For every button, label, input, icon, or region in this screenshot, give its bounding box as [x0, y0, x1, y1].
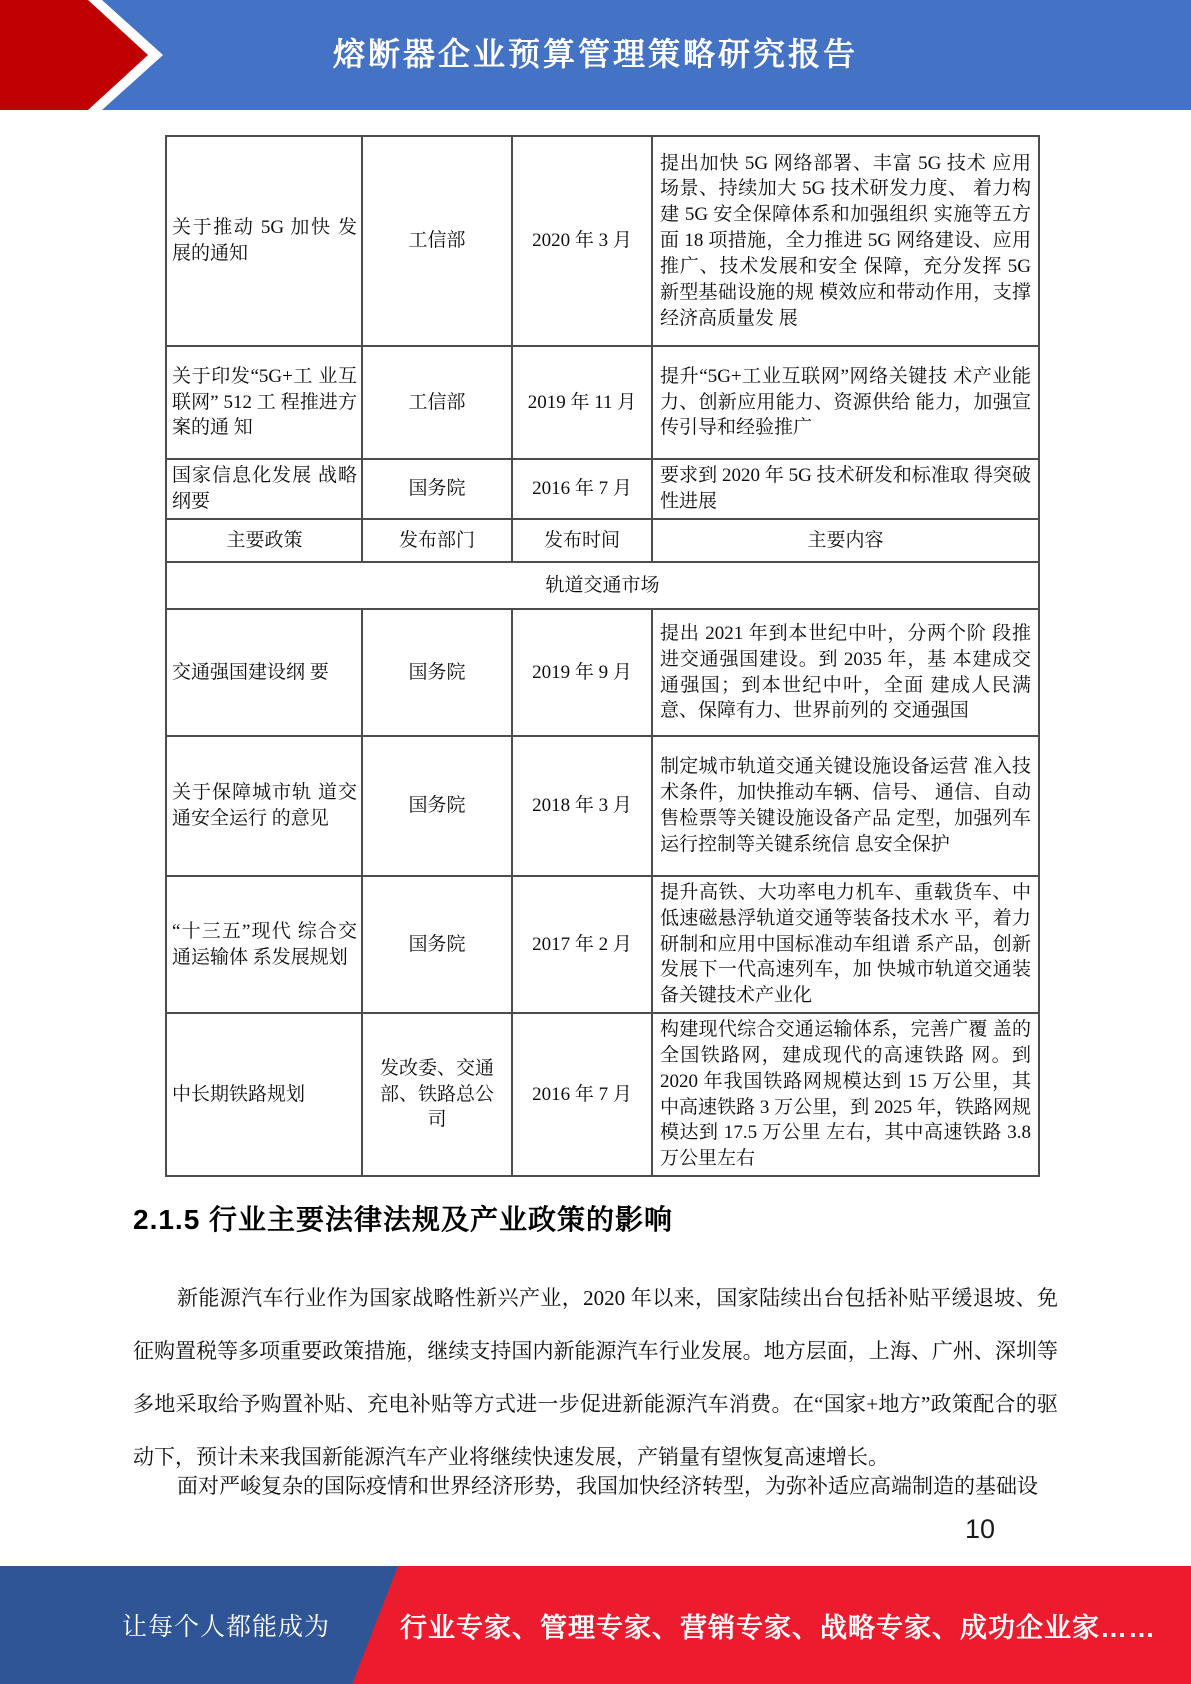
content-cell: 提升“5G+工业互联网”网络关键技 术产业能力、创新应用能力、资源供给 能力，加强宣传引导和经验推广 — [652, 346, 1039, 459]
content-cell: 构建现代综合交通运输体系，完善广覆 盖的全国铁路网，建成现代的高速铁路 网。到 2020 年我国铁路网规模达到 15 万公里，其中高速铁路 3 万公里，到 2025 年，铁路网规模达到 17.5 万公里 左右，其中高速铁路 3.8 万公里左右 — [652, 1013, 1039, 1176]
table-row — [166, 736, 1039, 876]
policy-cell: 关于推动 5G 加快 发展的通知 — [166, 136, 362, 346]
department-cell: 国务院 — [362, 459, 512, 519]
content-cell: 提出 2021 年到本世纪中叶，分两个阶 段推进交通强国建设。到 2035 年，基 本建成交通强国；到本世纪中叶，全面 建成人民满意、保障有力、世界前列的 交通强国 — [652, 609, 1039, 736]
footer-slogan-left: 让每个人都能成为 — [121, 1613, 330, 1641]
date-cell: 2019 年 11 月 — [512, 346, 652, 459]
department-cell: 工信部 — [362, 346, 512, 459]
date-cell: 2019 年 9 月 — [512, 609, 652, 736]
policy-cell: 国家信息化发展 战略纲要 — [166, 459, 362, 519]
body-paragraph: 新能源汽车行业作为国家战略性新兴产业，2020 年以来，国家陆续出台包括补贴平缓退坡、免征购置税等多项重要政策措施，继续支持国内新能源汽车行业发展。地方层面，上海、广州、深圳等多地采取给予购置补贴、充电补贴等方式进一步促进新能源汽车消费。在“国家+地方”政策配合的驱动下，预计未来我国新能源汽车产业将继续快速发展，产销量有望恢复高速增长。 — [133, 1286, 1058, 1469]
body-paragraph: 面对严峻复杂的国际疫情和世界经济形势，我国加快经济转型，为弥补适应高端制造的基础设 — [177, 1474, 1038, 1498]
section-cell: 轨道交通市场 — [166, 562, 1039, 609]
policy-cell: 交通强国建设纲 要 — [166, 609, 362, 736]
content-cell: 提升高铁、大功率电力机车、重载货车、中低速磁悬浮轨道交通等装备技术水 平，着力研制和应用中国标准动车组谱 系产品，创新发展下一代高速列车，加 快城市轨道交通装备关键技术产业化 — [652, 876, 1039, 1013]
policy-cell: “十三五”现代 综合交通运输体 系发展规划 — [166, 876, 362, 1013]
department-cell: 国务院 — [362, 736, 512, 876]
content-cell: 要求到 2020 年 5G 技术研发和标准取 得突破性进展 — [652, 459, 1039, 519]
footer-band — [0, 1566, 1191, 1684]
date-cell: 2016 年 7 月 — [512, 1013, 652, 1176]
table-row — [166, 136, 1039, 346]
header-band — [0, 0, 1191, 110]
footer-slogan-right: 行业专家、管理专家、营销专家、战略专家、成功企业家…… — [400, 1612, 1156, 1643]
section-heading: 2.1.5 行业主要法律法规及产业政策的影响 — [133, 1204, 674, 1235]
department-cell: 工信部 — [362, 136, 512, 346]
content-cell: 制定城市轨道交通关键设施设备运营 准入技术条件，加快推动车辆、信号、 通信、自动售检票等关键设施设备产品 定型，加强列车运行控制等关键系统信 息安全保护 — [652, 736, 1039, 876]
table-section-row — [166, 562, 1039, 609]
date-cell: 2017 年 2 月 — [512, 876, 652, 1013]
column-header-cell: 发布时间 — [512, 519, 652, 562]
department-cell: 国务院 — [362, 609, 512, 736]
policy-table — [165, 135, 1040, 1177]
date-cell: 2018 年 3 月 — [512, 736, 652, 876]
table-row — [166, 1013, 1039, 1176]
table-row — [166, 346, 1039, 459]
content-cell: 提出加快 5G 网络部署、丰富 5G 技术 应用场景、持续加大 5G 技术研发力度、 着力构建 5G 安全保障体系和加强组织 实施等五方面 18 项措施，全力推进 5G 网络建设、应用推广、技术发展和安全 保障，充分发挥 5G 新型基础设施的规 模效应和带动作用，支撑经济高质量发 展 — [652, 136, 1039, 346]
date-cell: 2020 年 3 月 — [512, 136, 652, 346]
column-header-cell: 主要政策 — [166, 519, 362, 562]
policy-cell: 关于保障城市轨 道交通安全运行 的意见 — [166, 736, 362, 876]
table-row — [166, 609, 1039, 736]
policy-table-body — [166, 136, 1039, 1176]
department-cell: 发改委、交通 部、铁路总公 司 — [362, 1013, 512, 1176]
page-number: 10 — [964, 1514, 995, 1544]
department-cell: 国务院 — [362, 876, 512, 1013]
date-cell: 2016 年 7 月 — [512, 459, 652, 519]
column-header-cell: 发布部门 — [362, 519, 512, 562]
column-header-cell: 主要内容 — [652, 519, 1039, 562]
table-header-row — [166, 519, 1039, 562]
table-row — [166, 459, 1039, 519]
policy-cell: 关于印发“5G+工 业互联网” 512 工 程推进方案的通 知 — [166, 346, 362, 459]
report-title: 熔断器企业预算管理策略研究报告 — [332, 36, 858, 72]
table-row — [166, 876, 1039, 1013]
policy-cell: 中长期铁路规划 — [166, 1013, 362, 1176]
